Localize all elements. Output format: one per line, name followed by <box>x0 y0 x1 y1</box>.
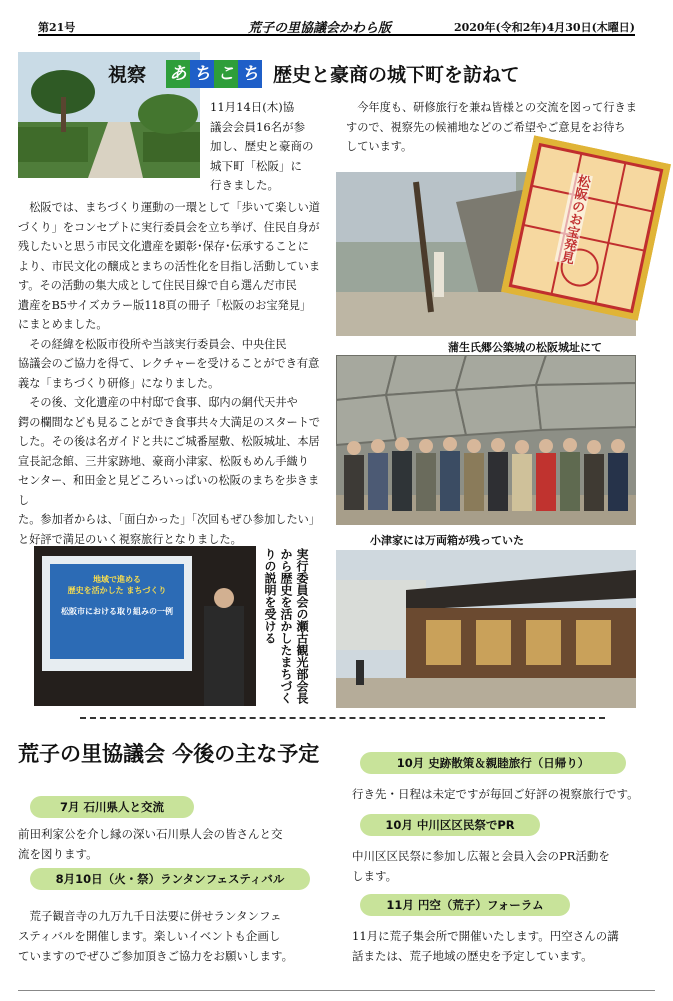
text-line: 11月に荒子集会所で開催いたします。円空さんの講 <box>352 929 619 943</box>
text-line: 前田利家公を介し縁の深い石川県人会の皆さんと交 <box>18 827 283 841</box>
logo-char: こ <box>214 60 238 88</box>
schedule-item-text <box>352 784 657 804</box>
castle-caption: 蒲生氏郷公築城の松阪城址にて <box>448 341 602 354</box>
schedule-item-text <box>18 906 338 966</box>
text-line: しています。 <box>346 140 413 153</box>
logo-char: あ <box>166 60 190 88</box>
slide-line: 松阪市における取り組みの一例 <box>61 607 173 616</box>
caption-line: 実行委員会の瀬古観光部会長 <box>295 548 309 704</box>
logo-char: ち <box>238 60 262 88</box>
text-line: 中川区区民祭に参加し広報と会員入会のPR活動を <box>352 849 610 863</box>
ozu-caption: 小津家には万両箱が残っていた <box>370 534 524 547</box>
caption-line: から歴史を活かしたまちづく <box>279 548 293 704</box>
text-line: 流を図ります。 <box>18 847 98 861</box>
schedule-item-label: 10月 中川区区民祭でPR <box>360 814 540 836</box>
text-line: 城下町「松阪」に <box>210 158 302 173</box>
booklet-photo <box>501 135 671 321</box>
schedule-item-label: 7月 石川県人と交流 <box>30 796 194 818</box>
text-line: した。その後は名ガイドと共にご城番屋敷、松阪城址、本居 <box>18 435 320 448</box>
schedule-item-label: 8月10日（火・祭）ランタンフェスティバル <box>30 868 310 890</box>
schedule-item-label: 10月 史跡散策＆親睦旅行（日帰り） <box>360 752 626 774</box>
lecture-photo <box>34 546 256 706</box>
text-line: その後、文化遺産の中村邸で食事、邸内の網代天井や <box>18 396 298 409</box>
text-line: す。その活動の集大成として住民目線で自ら選んだ市民 <box>18 279 297 292</box>
caption-line: りの説明を受ける <box>263 548 277 644</box>
issue-date: 2020年(令和2年)4月30日(木曜日) <box>453 21 635 34</box>
schedule-title: 荒子の里協議会 今後の主な予定 <box>18 742 320 766</box>
schedule-item-text <box>352 926 657 966</box>
newsletter-header <box>38 16 635 36</box>
text-line: 宣長記念館、三井家跡地、豪商小津家、松阪もめん手織り <box>18 454 309 468</box>
text-line: します。 <box>352 869 398 883</box>
schedule-item-text <box>352 846 657 886</box>
text-line: 松阪では、まちづくり運動の一環として「歩いて楽しい道 <box>18 201 320 214</box>
ozu-house-photo <box>336 550 636 708</box>
section-divider <box>80 717 605 719</box>
article-headline <box>108 60 568 90</box>
text-line: 遺産をB5サイズカラー版118頁の冊子「松阪のお宝発見」 <box>18 298 312 312</box>
slide-line: 歴史を活かした まちづくり <box>67 586 167 595</box>
booklet-title: 松阪のお宝発見 <box>554 172 592 265</box>
schedule-item-text <box>18 824 338 864</box>
logo-char: ち <box>190 60 214 88</box>
text-line: 行きました。 <box>210 178 279 192</box>
text-line: た。参加者からは、「面白かった」「次回もぜひ参加したい」 <box>18 513 321 526</box>
footer-rule <box>18 990 655 991</box>
text-line: センター、和田金と見どころいっぱいの松阪のまちを歩きまし <box>18 474 320 507</box>
text-line: にまとめました。 <box>18 318 108 331</box>
lecture-caption <box>262 548 310 708</box>
text-line: 荒子観音寺の九万九千日法要に併せランタンフェ <box>18 909 282 923</box>
newsletter-title: 荒子の里協議会かわら版 <box>248 21 392 36</box>
text-line: ていますのでぜひご参加頂きご協力をお願いします。 <box>18 949 294 963</box>
text-line: 話または、荒子地域の歴史を予定しています。 <box>352 949 593 963</box>
text-line: 鍔の欄間なども見ることができ食事共々大満足のスタートで <box>18 415 321 429</box>
achikochi-logo <box>166 60 262 88</box>
text-line: 議会会員16名が参 <box>210 119 306 134</box>
text-line: 今年度も、研修旅行を兼ね皆様との交流を図って行きま <box>346 101 637 114</box>
inspection-label: 視察 <box>108 64 147 86</box>
slide-line: 地域で進める <box>93 575 141 584</box>
headline-text: 歴史と豪商の城下町を訪ねて <box>273 64 520 86</box>
article-body-left <box>18 198 330 549</box>
text-line: 行き先・日程は未定ですが毎回ご好評の視察旅行です。 <box>352 787 639 801</box>
text-line: 加し、歴史と豪商の <box>210 139 314 153</box>
text-line: 義な「まちづくり研修」になりました。 <box>18 376 220 390</box>
text-line: 残したいと思う市民文化遺産を顕彰･保存･伝承することに <box>18 240 309 253</box>
text-line: 11月14日(木)協 <box>210 100 295 114</box>
article-body-right <box>346 98 651 157</box>
text-line: その経緯を松阪市役所や当該実行委員会、中央住民 <box>18 337 287 351</box>
text-line: と好評で満足のいく視察旅行となりました。 <box>18 532 242 546</box>
text-line: すので、視察先の候補地などのご希望やご意見をお待ち <box>346 120 626 134</box>
text-line: づくり」をコンセプトに実行委員会を立ち挙げ、住民自身が <box>18 220 320 234</box>
issue-number: 第21号 <box>38 21 76 34</box>
intro-text <box>210 98 325 196</box>
slide-text <box>56 574 178 617</box>
text-line: より、市民文化の醸成とまちの活性化を目指し活動していま <box>18 259 321 273</box>
text-line: 協議会のご協力を得て、レクチャーを受けることができ有意 <box>18 357 320 370</box>
group-photo <box>336 355 636 525</box>
text-line: スティバルを開催します。楽しいイベントも企画し <box>18 929 281 943</box>
schedule-item-label: 11月 円空（荒子）フォーラム <box>360 894 570 916</box>
